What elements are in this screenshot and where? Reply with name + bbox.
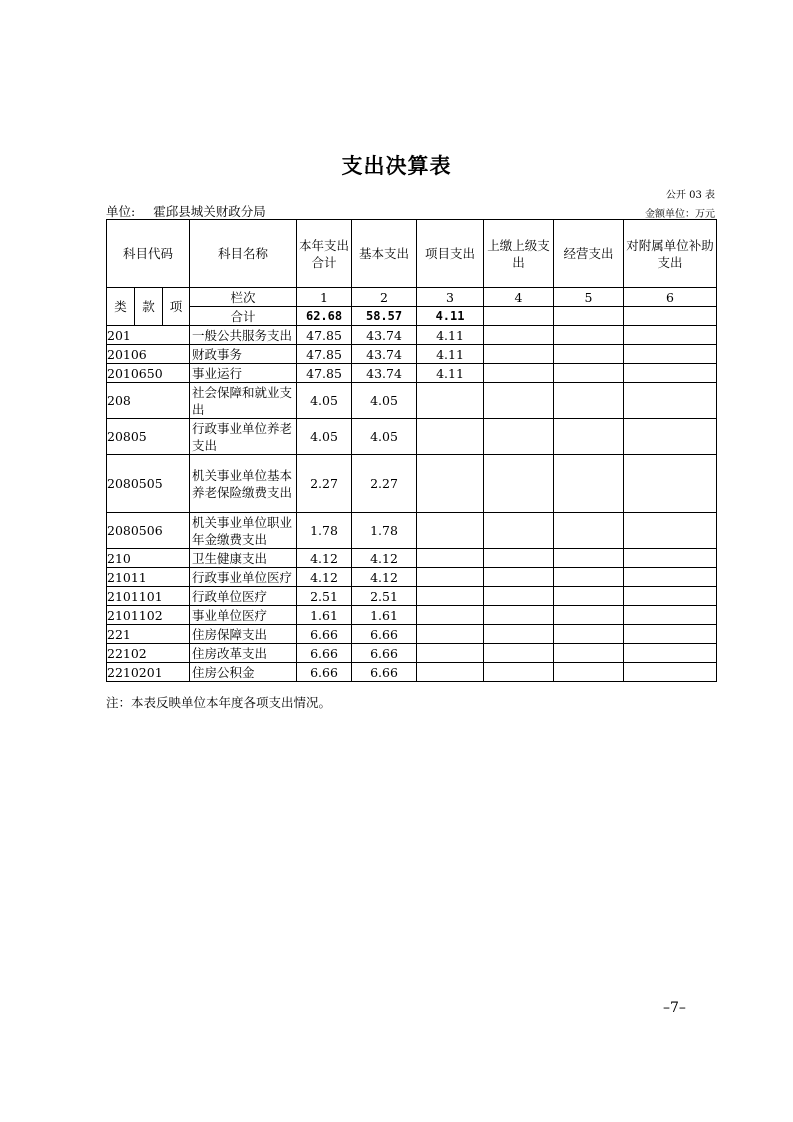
header-row (107, 220, 717, 288)
code-spacer (163, 326, 190, 345)
total-value-1: 62.68 (297, 307, 352, 326)
value-col-3 (417, 663, 484, 682)
value-col-3 (417, 419, 484, 455)
header-col-3: 项目支出 (417, 220, 484, 288)
total-row (107, 307, 717, 326)
value-col-4 (484, 345, 554, 364)
subject-code: 2210201 (107, 664, 163, 680)
subject-code: 208 (107, 383, 135, 419)
value-col-4 (484, 326, 554, 345)
header-col-2: 基本支出 (352, 220, 417, 288)
value-col-1: 47.85 (297, 364, 352, 383)
value-col-4 (484, 419, 554, 455)
subject-code: 221 (107, 625, 135, 644)
column-number-2: 2 (352, 288, 417, 307)
table-row (107, 587, 717, 606)
value-col-1: 2.27 (297, 455, 352, 513)
value-col-1: 4.05 (297, 383, 352, 419)
value-col-3 (417, 549, 484, 568)
value-col-5 (554, 625, 624, 644)
value-col-3 (417, 513, 484, 549)
subject-code: 2101102 (107, 607, 163, 623)
value-col-4 (484, 568, 554, 587)
header-col-5: 经营支出 (554, 220, 624, 288)
value-col-2: 43.74 (352, 364, 417, 383)
total-value-5 (554, 307, 624, 326)
subject-name: 机关事业单位基本养老保险缴费支出 (190, 455, 297, 513)
value-col-2: 4.05 (352, 419, 417, 455)
value-col-6 (624, 644, 717, 663)
value-col-2: 6.66 (352, 663, 417, 682)
column-number-5: 5 (554, 288, 624, 307)
code-spacer (135, 383, 163, 419)
code-spacer (163, 663, 190, 682)
table-row (107, 625, 717, 644)
subject-name: 机关事业单位职业年金缴费支出 (190, 513, 297, 549)
amount-unit: 金额单位：万元 (645, 209, 715, 220)
code-spacer (163, 513, 190, 549)
subject-code: 201 (107, 326, 135, 345)
value-col-3 (417, 568, 484, 587)
column-number-4: 4 (484, 288, 554, 307)
value-col-3 (417, 587, 484, 606)
value-col-5 (554, 383, 624, 419)
value-col-5 (554, 345, 624, 364)
value-col-2: 2.27 (352, 455, 417, 513)
value-col-1: 4.05 (297, 419, 352, 455)
value-col-6 (624, 326, 717, 345)
value-col-6 (624, 513, 717, 549)
value-col-6 (624, 568, 717, 587)
page-title: 支出决算表 (341, 154, 452, 178)
value-col-4 (484, 364, 554, 383)
subject-code: 2010650 (107, 365, 163, 381)
value-col-1: 6.66 (297, 644, 352, 663)
value-col-1: 4.12 (297, 549, 352, 568)
header-col-4: 上缴上级支出 (484, 220, 554, 288)
unit-label: 单位: (106, 204, 136, 219)
code-spacer (135, 326, 163, 345)
subject-name: 财政事务 (190, 345, 297, 364)
value-col-6 (624, 625, 717, 644)
value-col-4 (484, 625, 554, 644)
value-col-4 (484, 455, 554, 513)
value-col-1: 1.61 (297, 606, 352, 625)
table-row (107, 663, 717, 682)
value-col-5 (554, 549, 624, 568)
total-value-2: 58.57 (352, 307, 417, 326)
value-col-4 (484, 513, 554, 549)
subject-name: 事业运行 (190, 364, 297, 383)
value-col-5 (554, 364, 624, 383)
code-spacer (163, 345, 190, 364)
value-col-2: 1.61 (352, 606, 417, 625)
form-number: 公开 03 表 (665, 190, 715, 201)
value-col-6 (624, 419, 717, 455)
total-value-4 (484, 307, 554, 326)
code-spacer (163, 419, 190, 455)
value-col-5 (554, 455, 624, 513)
table-row (107, 345, 717, 364)
value-col-3 (417, 644, 484, 663)
value-col-1: 1.78 (297, 513, 352, 549)
code-spacer (163, 625, 190, 644)
subject-code: 2101101 (107, 588, 163, 604)
total-value-3: 4.11 (417, 307, 484, 326)
value-col-2: 1.78 (352, 513, 417, 549)
value-col-6 (624, 345, 717, 364)
value-col-4 (484, 606, 554, 625)
code-spacer (163, 364, 190, 383)
unit-line (106, 202, 266, 220)
header-col-1: 本年支出合计 (297, 220, 352, 288)
code-spacer (135, 625, 163, 644)
value-col-6 (624, 549, 717, 568)
code-spacer (163, 568, 190, 587)
value-col-5 (554, 663, 624, 682)
value-col-3: 4.11 (417, 326, 484, 345)
subject-name: 行政事业单位医疗 (190, 568, 297, 587)
code-spacer (135, 549, 163, 568)
subject-code: 21011 (107, 569, 147, 585)
subject-name: 事业单位医疗 (190, 606, 297, 625)
column-number-row (107, 288, 717, 307)
value-col-3: 4.11 (417, 345, 484, 364)
table-row (107, 549, 717, 568)
table-row (107, 455, 717, 513)
expenditure-table (106, 219, 717, 682)
subject-code: 2080505 (107, 455, 135, 513)
subject-name: 社会保障和就业支出 (190, 383, 297, 419)
value-col-2: 2.51 (352, 587, 417, 606)
value-col-1: 4.12 (297, 568, 352, 587)
value-col-4 (484, 644, 554, 663)
value-col-3 (417, 383, 484, 419)
page-number: –7– (663, 1000, 686, 1016)
value-col-6 (624, 587, 717, 606)
table-row (107, 383, 717, 419)
code-spacer (163, 606, 190, 625)
value-col-1: 47.85 (297, 326, 352, 345)
value-col-4 (484, 587, 554, 606)
value-col-6 (624, 455, 717, 513)
subject-name: 住房公积金 (190, 663, 297, 682)
value-col-2: 4.12 (352, 568, 417, 587)
subject-name: 卫生健康支出 (190, 549, 297, 568)
value-col-6 (624, 364, 717, 383)
header-lei: 类 (107, 288, 135, 326)
table-row (107, 606, 717, 625)
value-col-2: 4.05 (352, 383, 417, 419)
value-col-2: 6.66 (352, 625, 417, 644)
value-col-2: 43.74 (352, 345, 417, 364)
column-label: 栏次 (190, 288, 297, 307)
footnote: 注：本表反映单位本年度各项支出情况。 (106, 695, 332, 710)
value-col-6 (624, 663, 717, 682)
table-row (107, 644, 717, 663)
column-number-6: 6 (624, 288, 717, 307)
value-col-3 (417, 625, 484, 644)
value-col-4 (484, 549, 554, 568)
value-col-3 (417, 606, 484, 625)
total-label: 合计 (190, 307, 297, 326)
subject-code: 22102 (107, 645, 147, 661)
table-row (107, 513, 717, 549)
header-xiang: 项 (163, 288, 190, 326)
subject-code: 2080506 (107, 513, 135, 549)
code-spacer (163, 644, 190, 663)
column-number-1: 1 (297, 288, 352, 307)
value-col-1: 47.85 (297, 345, 352, 364)
value-col-1: 6.66 (297, 663, 352, 682)
table-row (107, 326, 717, 345)
subject-name: 行政事业单位养老支出 (190, 419, 297, 455)
value-col-5 (554, 587, 624, 606)
subject-name: 行政单位医疗 (190, 587, 297, 606)
value-col-3: 4.11 (417, 364, 484, 383)
value-col-2: 43.74 (352, 326, 417, 345)
value-col-5 (554, 568, 624, 587)
value-col-6 (624, 383, 717, 419)
subject-name: 住房保障支出 (190, 625, 297, 644)
column-number-3: 3 (417, 288, 484, 307)
value-col-3 (417, 455, 484, 513)
code-spacer (163, 383, 190, 419)
code-spacer (163, 455, 190, 513)
value-col-4 (484, 663, 554, 682)
table-row (107, 419, 717, 455)
subject-code: 210 (107, 549, 135, 568)
value-col-6 (624, 606, 717, 625)
table-row (107, 568, 717, 587)
header-name: 科目名称 (190, 220, 297, 288)
unit-name: 霍邱县城关财政分局 (153, 204, 266, 219)
value-col-5 (554, 513, 624, 549)
value-col-5 (554, 326, 624, 345)
value-col-5 (554, 644, 624, 663)
subject-name: 一般公共服务支出 (190, 326, 297, 345)
table-row (107, 364, 717, 383)
subject-name: 住房改革支出 (190, 644, 297, 663)
value-col-1: 2.51 (297, 587, 352, 606)
value-col-5 (554, 606, 624, 625)
subject-code: 20805 (107, 419, 135, 455)
value-col-2: 6.66 (352, 644, 417, 663)
value-col-1: 6.66 (297, 625, 352, 644)
code-spacer (163, 587, 190, 606)
code-spacer (163, 549, 190, 568)
value-col-4 (484, 383, 554, 419)
subject-code: 20106 (107, 346, 147, 362)
header-col-6: 对附属单位补助支出 (624, 220, 717, 288)
value-col-2: 4.12 (352, 549, 417, 568)
header-kuan: 款 (135, 288, 163, 326)
value-col-5 (554, 419, 624, 455)
total-value-6 (624, 307, 717, 326)
header-code: 科目代码 (107, 220, 190, 288)
